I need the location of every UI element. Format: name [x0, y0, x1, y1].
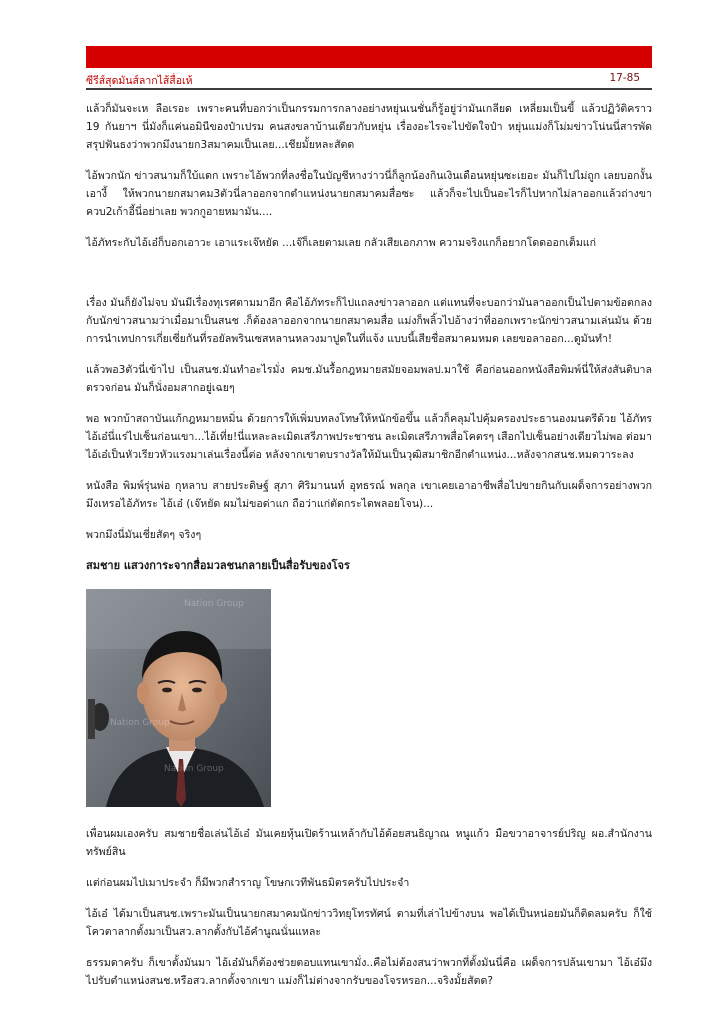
header-red-band	[86, 46, 652, 68]
paragraph-1: แล้วก็มันจะเห ลือเรอะ เพราะคนที่บอกว่าเป็นกรรมการกลางอย่างหยุ่นเนชั่นก็รู้อยู่ว่ามันเกลียด เหลี่ยมเป็นขี้ แล้วปฏิวัติคราว 19 กันยาฯ นี่มังก็แค่นอมินีของป๋าเปรม คนสงขลาบ้านเดียวกับหยุ่น เรื่องอะไรจะไปขัดใจป๋า หยุ่นแม่งก็โม่มข่าวโน่นนี่สารพัด สรุปฟันธงว่าพวกมึงนายก3สมาคมเป็นเลย...เชียมั้ยหละสัตด	[86, 103, 652, 151]
page-header	[86, 68, 652, 90]
section-heading: สมชาย แสวงการะจากสื่อมวลชนกลายเป็นสื่อรับของโจร	[86, 559, 350, 572]
document-body	[86, 100, 652, 990]
photo-watermark-2: Nation Group	[110, 718, 170, 728]
paragraph-5: แล้วพอ3ตัวนี่เข้าไป เป็นสนช.มันทำอะไรมั่ง คมช.มันรื้อกฎหมายสมัยจอมพลป.มาใช้ คือก่อนออกหนังสือพิมพ์นี่ให้ส่งสันติบาลตรวจก่อน มันก็นั่งอมสากอยู่เฉยๆ	[86, 364, 652, 394]
paragraph-2: ไอ้พวกนัก ข่าวสนามก็ใบ้แดก เพราะไอ้พวกที่ลงชื่อในบัญชีหางว่าวนี่ก็ลูกน้องกินเงินเดือนหยุ่นซะเยอะ มันก็ไปไม่ถูก เลยบอกงั้นเอางี้ ให้พวกนายกสมาคม3ตัวนี่ลาออกจากตำแหน่งนายกสมาคมสื่อซะ แล้วก็จะไปเป็นอะไรก็ไปหากไม่ลาออกแล้วถ่างขาควบ2เก้าอี้นี่อย่าเลย พวกกูอายหมามัน....	[86, 170, 652, 218]
paragraph-10: แต่ก่อนผมไปเมาประจำ ก็มีพวกสำราญ โขษกเวทีพันธมิตรครับไปประจำ	[86, 877, 410, 889]
photo-watermark-1: Nation Group	[184, 599, 244, 609]
portrait-photo	[86, 589, 271, 807]
paragraph-8: พวกมึงนี่มันเชี่ยสัตๆ จริงๆ	[86, 529, 202, 541]
header-page-number: 17-85	[609, 72, 640, 84]
photo-watermark-3: Nation Group	[164, 764, 224, 774]
paragraph-12: ธรรมดาครับ ก็เขาตั้งมันมา ไอ้เอ๋มันก็ต้องช่วยตอบแทนเขามั่ง..คือไม่ต้องสนว่าพวกที่ตั้งมันนี่คือ เผด็จการปล้นเขามา ไอ้เอ๋มึงไปรับตำแหน่งสนช.หรือสว.ลากตั้งจากเขา แม่งก็ไม่ต่างจากรับของโจรหรอก...จริงมั้ยสัตด?	[86, 957, 652, 987]
paragraph-9: เพื่อนผมเองครับ สมชายชื่อเล่นไอ้เอ๋ มันเคยหุ้นเปิดร้านเหล้ากับไอ้ต้อยสนธิญาณ หนูแก้ว มือขวาอาจารย์ปริญ ผอ.สำนักงานทรัพย์สิน	[86, 828, 652, 858]
paragraph-11: ไอ้เอ๋ ได้มาเป็นสนช.เพราะมันเป็นนายกสมาคมนักข่าววิทยุโทรทัศน์ ตามที่เล่าไปข้างบน พอได้เป็นหน่อยมันก็ติดลมครับ ก็ใช้โควตาลากตั้งมาเป็นสว.ลากตั้งกับไอ้คำนูณนั่นแหละ	[86, 908, 652, 938]
header-title: ซีรีส์สุดมันส์ลากไส้สื่อเห้	[86, 75, 193, 87]
paragraph-7: หนังสือ พิมพ์รุ่นพ่อ กุหลาบ สายประดิษฐ์ สุภา ศิริมานนท์ อุทธรณ์ พลกุล เขาเคยเอาอาชีพสื่อไปขายกินกับเผด็จการอย่างพวกมึงเหรอไอ้ภัทระ ไอ้เอ๋ (เจ๊หยัด ผมไม่ขอด่าแก ถือว่าแก่ตัดกระไดพลอยโจน)...	[86, 480, 652, 510]
paragraph-6: พอ พวกบ้าสถาบันแก้กฎหมายหมิ่น ด้วยการให้เพิ่มบทลงโทษให้หนักข้อขึ้น แล้วก็คลุมไปคุ้มครองประธานองมนตรีด้วย ไอ้ภัทร ไอ้เอ๋นี่แร่ไปเซ็นก่อนเขา...ไอ้เที่ย!นี่แหละละเมิดเสรีภาพประชาชน ละเมิดเสรีภาพสื่อโคตรๆ เสือกไปเซ็นอย่างเดียวไม่พอ ต่อมาไอ้เอ๋เป็นหัวเรียวหัวแรงมาเล่นเรื่องนี้ต่อ หลังจากเขาตบรางวัลให้มันเป็นวุฒิสมาชิกอีกตำแหน่ง...หลังจากสนช.หมดวาระลง	[86, 413, 652, 461]
paragraph-3: ไอ้ภัทระกับไอ้เอ๋ก็บอกเอาวะ เอาแระเจ๊หยัด ...เจ๊ก็เลยตามเลย กลัวเสียเอกภาพ ความจริงแกก็อยากโดดออกเต็มแก่	[86, 237, 597, 249]
paragraph-4: เรื่อง มันก็ยังไม่จบ มันมีเรื่องทุเรศตามมาอีก คือไอ้ภัทระก็ไปแถลงข่าวลาออก แต่แทนที่จะบอกว่ามันลาออกเป็นไปตามข้อตกลงกับนักข่าวสนามว่าเมื่อมาเป็นสนช .ก็ต้องลาออกจากนายกสมาคมสื่อ แม่งก็พลิ้วไปอ้างว่าที่ออกเพราะนักข่าวสนามเล่นมัน ด้วยการนำเทปการเกี่ยเซี่ยกันที่รอยัลพรินเซสหลานหลวงมาปูดในที่แจ้ง แบบนี้เสียชื่อสมาคมหมด เลยขอลาออก...ดูมันทำ!	[86, 297, 652, 345]
portrait-illustration	[86, 589, 271, 807]
